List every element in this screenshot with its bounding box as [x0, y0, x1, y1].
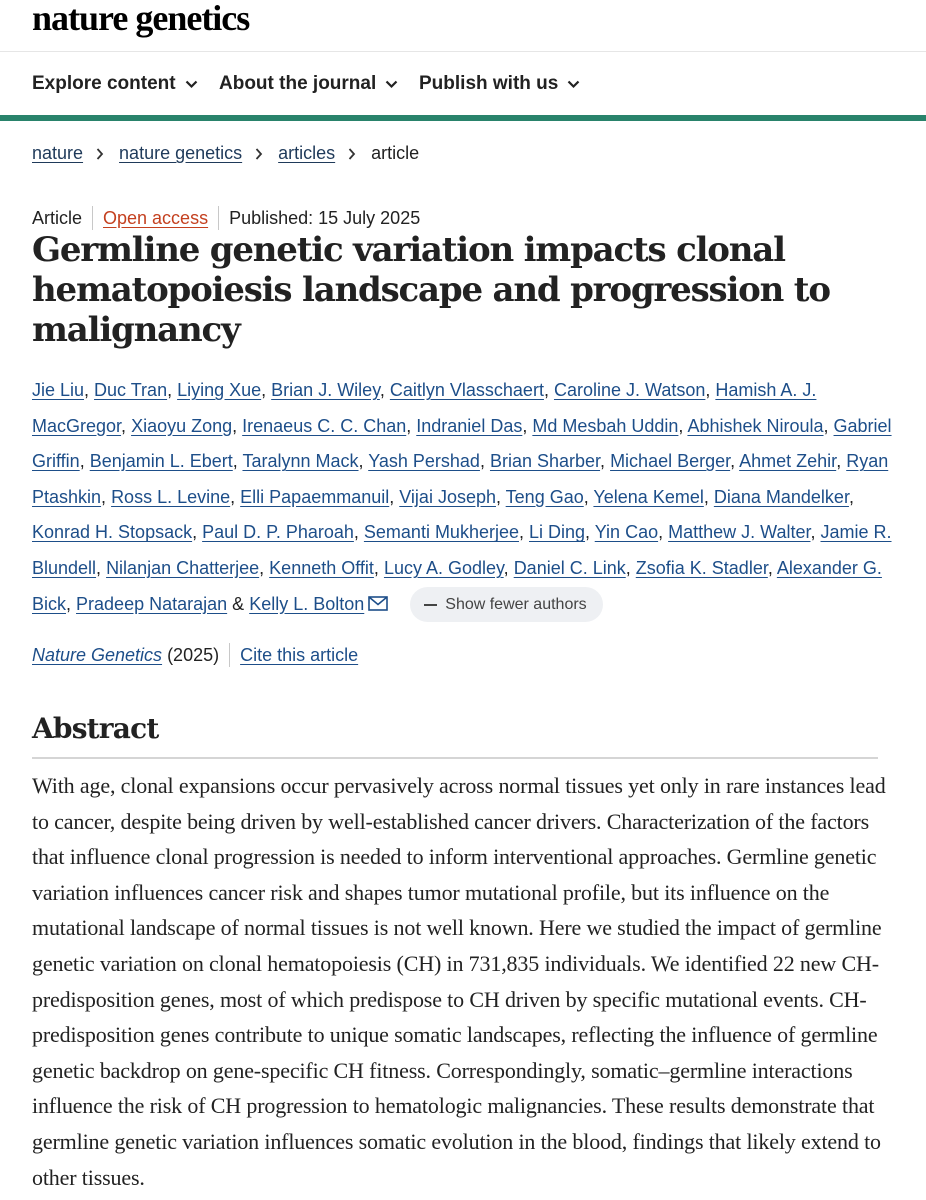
author-link[interactable]: Irenaeus C. C. Chan: [242, 415, 407, 436]
chevron-down-icon: [385, 80, 398, 89]
author-link[interactable]: Taralynn Mack: [242, 451, 359, 472]
breadcrumb-nature[interactable]: nature: [32, 143, 84, 163]
chevron-right-icon: [255, 148, 263, 160]
chevron-down-icon: [567, 80, 580, 89]
author-link[interactable]: Konrad H. Stopsack: [32, 522, 193, 543]
minus-icon: [424, 604, 437, 606]
author-link[interactable]: Duc Tran: [94, 380, 168, 400]
nav-label: About the journal: [219, 73, 377, 94]
author-link[interactable]: Semanti Mukherjee: [363, 522, 519, 543]
chevron-down-icon: [185, 80, 198, 89]
author-link[interactable]: Md Mesbah Uddin: [532, 415, 679, 436]
author-link[interactable]: Kelly L. Bolton: [249, 593, 365, 614]
cite-article-link[interactable]: Cite this article: [240, 644, 359, 665]
nav-about-journal[interactable]: [219, 73, 398, 95]
author-link[interactable]: Elli Papaemmanuil: [240, 486, 390, 507]
author-link[interactable]: Lucy A. Godley: [383, 557, 504, 578]
author-link[interactable]: Daniel C. Link: [513, 557, 626, 578]
author-link[interactable]: Ryan Ptashkin: [32, 451, 889, 507]
nav-label: Explore content: [32, 73, 176, 94]
breadcrumb-articles[interactable]: articles: [278, 143, 336, 163]
author-link[interactable]: Kenneth Offit: [269, 557, 374, 578]
envelope-icon[interactable]: [368, 596, 388, 611]
author-link[interactable]: Diana Mandelker: [713, 486, 849, 507]
author-link[interactable]: Nilanjan Chatterjee: [106, 557, 260, 578]
divider: [92, 206, 93, 230]
show-fewer-label: Show fewer authors: [445, 596, 587, 614]
author-link[interactable]: Brian Sharber: [489, 451, 601, 472]
author-link[interactable]: Liying Xue: [177, 380, 262, 400]
author-link[interactable]: Jie Liu: [32, 380, 85, 400]
breadcrumb-nature-genetics[interactable]: nature genetics: [119, 143, 243, 163]
author-link[interactable]: Michael Berger: [610, 451, 731, 472]
article-title: Germline genetic variation impacts clonal hematopoiesis landscape and progression to malignancy: [32, 230, 830, 350]
author-link[interactable]: Yelena Kemel: [593, 486, 704, 507]
journal-citation-line: [32, 643, 358, 667]
divider: [229, 643, 230, 667]
logo-bar: [0, 0, 926, 52]
chevron-right-icon: [348, 148, 356, 160]
author-link[interactable]: Matthew J. Walter: [668, 522, 811, 543]
author-link[interactable]: Xiaoyu Zong: [131, 415, 233, 436]
abstract-heading: Abstract: [32, 712, 159, 745]
main-nav: [0, 53, 926, 115]
author-link[interactable]: Caroline J. Watson: [553, 380, 706, 400]
author-link[interactable]: Benjamin L. Ebert: [89, 451, 233, 472]
author-link[interactable]: Jamie R. Blundell: [32, 522, 892, 578]
nav-publish-with-us[interactable]: [419, 73, 580, 95]
author-link[interactable]: Pradeep Natarajan: [76, 593, 228, 614]
show-fewer-authors-button[interactable]: [410, 587, 602, 622]
author-link[interactable]: Hamish A. J. MacGregor: [32, 380, 817, 436]
author-list: Jie Liu, Duc Tran, Liying Xue, Brian J. Wiley, Caitlyn Vlasschaert, Caroline J. Watson, Hamish A. J. MacGregor, Xiaoyu Zong, Irenaeus C. C. Chan, Indraniel Das, Md Mesbah Uddin, Abhishek Niroula, Gabriel Griffin, Benjamin L. Ebert, Taralynn Mack, Yash Pershad, Brian Sharber, Michael Berger, Ahmet Zehir, Ryan Ptashkin, Ross L. Levine, Elli Papaemmanuil, Vijai Joseph, Teng Gao, Yelena Kemel, Diana Mandelker, Konrad H. Stopsack, Paul D. P. Pharoah, Semanti Mukherjee, Li Ding, Yin Cao, Matthew J. Walter, Jamie R. Blundell, Nilanjan Chatterjee, Kenneth Offit, Lucy A. Godley, Daniel C. Link, Zsofia K. Stadler, Alexander G. Bick, Pradeep Natarajan & Kelly L. Bolton Show fewer authors: [32, 373, 912, 622]
author-link[interactable]: Li Ding: [529, 522, 586, 543]
breadcrumb-current: article: [371, 143, 420, 163]
abstract-rule: [32, 757, 878, 759]
breadcrumb: [32, 143, 419, 164]
author-link[interactable]: Paul D. P. Pharoah: [202, 522, 354, 543]
author-link[interactable]: Yash Pershad: [368, 451, 480, 472]
journal-year: (2025): [167, 644, 220, 665]
chevron-right-icon: [96, 148, 104, 160]
author-link[interactable]: Yin Cao: [594, 522, 659, 543]
nav-label: Publish with us: [419, 73, 559, 94]
divider: [218, 206, 219, 230]
author-link[interactable]: Caitlyn Vlasschaert: [389, 380, 544, 400]
author-link[interactable]: Zsofia K. Stadler: [635, 557, 768, 578]
author-link[interactable]: Teng Gao: [505, 486, 584, 507]
abstract-text: With age, clonal expansions occur pervasively across normal tissues yet only in rare instances lead to cancer, despite being driven by well-established cancer drivers. Characterization of the factors that influence clonal progression is needed to inform interventional approaches. Germline genetic variation influences cancer risk and shapes tumor mutational profile, but its influence on the mutational landscape of normal tissues is not well known. Here we studied the impact of germline genetic variation on clonal hematopoiesis (CH) in 731,835 individuals. We identified 22 new CH-predisposition genes, most of which predispose to CH driven by specific mutational events. CH-predisposition genes contribute to unique somatic landscapes, reflecting the influence of germline genetic backdrop on gene-specific CH fitness. Correspondingly, somatic–germline interactions influence the risk of CH progression to hematologic malignancies. These results demonstrate that germline genetic variation influences somatic evolution in the blood, findings that likely extend to other tissues.: [32, 773, 886, 1190]
article-type: Article: [32, 207, 83, 228]
author-link[interactable]: Brian J. Wiley: [271, 380, 380, 400]
published-date: Published: 15 July 2025: [229, 207, 421, 228]
author-link[interactable]: Indraniel Das: [416, 415, 523, 436]
nav-explore-content[interactable]: [32, 73, 198, 95]
journal-logo[interactable]: nature genetics: [32, 0, 250, 38]
article-meta: [32, 206, 420, 230]
nav-accent-rule: [0, 115, 926, 121]
author-link[interactable]: Ahmet Zehir: [739, 451, 837, 472]
author-link[interactable]: Vijai Joseph: [399, 486, 496, 507]
journal-name-link[interactable]: Nature Genetics: [32, 644, 163, 665]
author-conjunction: &: [232, 593, 245, 614]
open-access-link[interactable]: Open access: [103, 207, 209, 228]
author-link[interactable]: Ross L. Levine: [111, 486, 231, 507]
author-link[interactable]: Abhishek Niroula: [687, 415, 824, 436]
author-link[interactable]: Alexander G. Bick: [32, 557, 882, 614]
author-link[interactable]: Gabriel Griffin: [32, 415, 892, 472]
